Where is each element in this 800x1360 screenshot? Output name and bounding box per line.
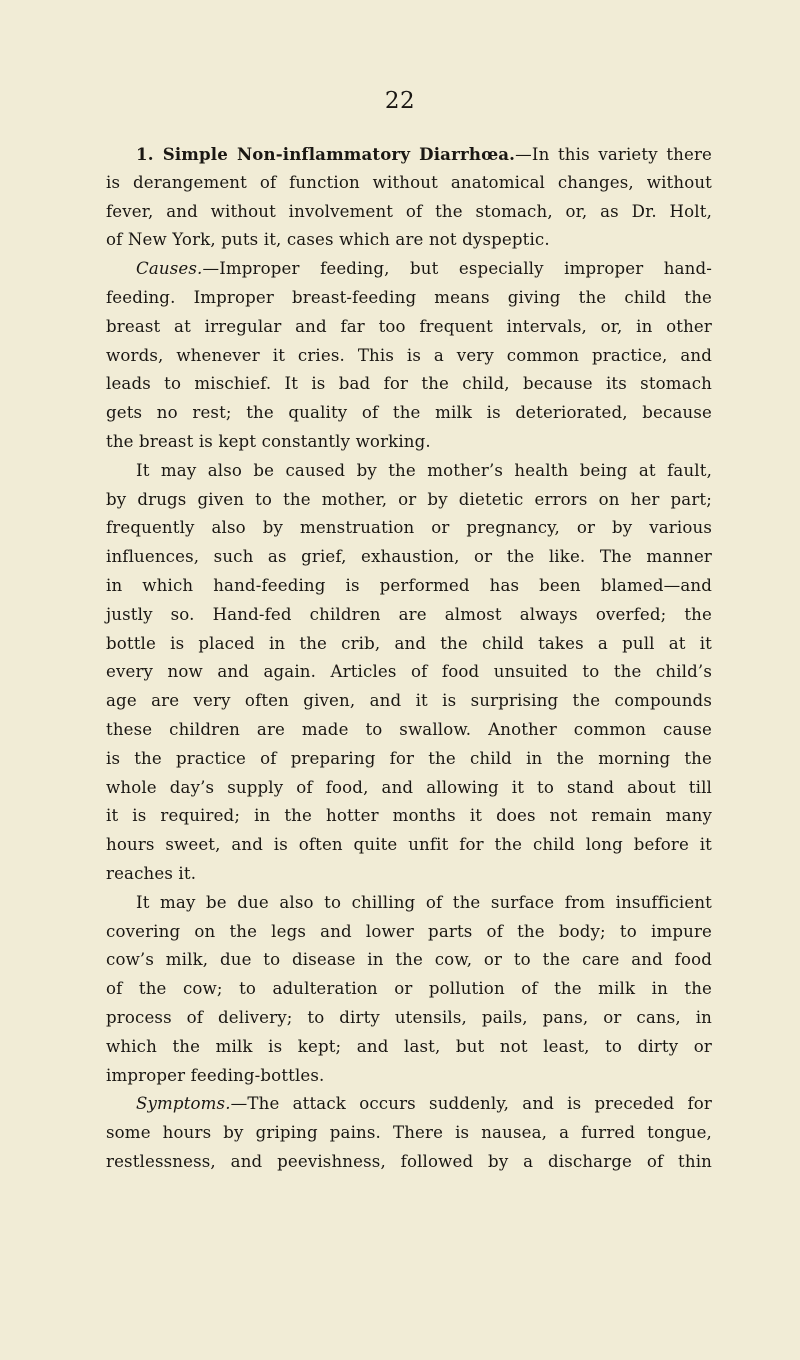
text-run: It may also be caused by the mother’s health being at fault, xyxy=(136,460,712,480)
text-run: the breast is kept constantly working. xyxy=(106,431,431,451)
text-run: —Improper feeding, but especially improper hand- xyxy=(202,259,712,279)
text-run: improper feeding-bottles. xyxy=(106,1065,325,1085)
text-line xyxy=(106,1148,712,1177)
symptoms-paragraph xyxy=(106,1090,712,1176)
text-run: leads to mischief. It is bad for the child, because its stomach xyxy=(106,374,712,394)
text-line xyxy=(106,399,712,428)
section-heading: 1. Simple Non-inflammatory Diarrhœa. xyxy=(136,144,516,164)
text-run: in which hand-feeding is performed has been blamed—and xyxy=(106,575,712,595)
text-run: which the milk is kept; and last, but not least, to dirty or xyxy=(106,1036,712,1056)
text-run: —The attack occurs suddenly, and is preceded for xyxy=(230,1094,712,1114)
mother-health-paragraph xyxy=(106,457,712,889)
text-line xyxy=(106,140,712,169)
text-run: —In this variety there xyxy=(515,145,712,164)
text-line xyxy=(106,457,712,486)
text-line xyxy=(106,601,712,630)
text-line xyxy=(106,658,712,687)
text-line xyxy=(106,975,712,1004)
text-run: justly so. Hand-fed children are almost always overfed; the xyxy=(106,604,712,624)
text-line xyxy=(106,860,712,889)
text-run: of New York, puts it, cases which are not dyspeptic. xyxy=(106,230,550,250)
text-line xyxy=(106,1004,712,1033)
text-run: of the cow; to adulteration or pollution of the milk in the xyxy=(106,979,712,999)
text-run: every now and again. Articles of food unsuited to the child’s xyxy=(106,662,712,682)
text-run: whole day’s supply of food, and allowing it to stand about till xyxy=(106,777,712,797)
text-run: It may be due also to chilling of the surface from insufficient xyxy=(136,892,712,912)
body-text xyxy=(106,140,712,1177)
text-run: reaches it. xyxy=(106,863,197,883)
chilling-paragraph xyxy=(106,889,712,1091)
text-line xyxy=(106,486,712,515)
text-run: these children are made to swallow. Another common cause xyxy=(106,719,712,739)
text-line xyxy=(106,1033,712,1062)
text-line xyxy=(106,946,712,975)
text-run: feeding. Improper breast-feeding means giving the child the xyxy=(106,287,712,307)
text-line xyxy=(106,716,712,745)
text-line xyxy=(106,1062,712,1091)
causes-paragraph xyxy=(106,255,712,457)
text-line xyxy=(106,774,712,803)
text-line xyxy=(106,889,712,918)
text-run: bottle is placed in the crib, and the child takes a pull at it xyxy=(106,633,712,653)
text-line xyxy=(106,255,712,284)
text-line xyxy=(106,342,712,371)
text-run: influences, such as grief, exhaustion, or the like. The manner xyxy=(106,547,712,567)
text-run: gets no rest; the quality of the milk is deteriorated, because xyxy=(106,403,712,423)
text-line xyxy=(106,572,712,601)
text-run: restlessness, and peevishness, followed by a discharge of thin xyxy=(106,1151,712,1171)
text-line xyxy=(106,1090,712,1119)
text-line xyxy=(106,543,712,572)
text-line xyxy=(106,687,712,716)
text-line xyxy=(106,313,712,342)
text-run: some hours by griping pains. There is nausea, a furred tongue, xyxy=(106,1123,712,1143)
text-line xyxy=(106,198,712,227)
text-line xyxy=(106,514,712,543)
text-line xyxy=(106,630,712,659)
text-run: age are very often given, and it is surprising the compounds xyxy=(106,691,712,711)
text-run: process of delivery; to dirty utensils, pails, pans, or cans, in xyxy=(106,1007,712,1027)
text-line xyxy=(106,370,712,399)
text-run: is the practice of preparing for the child in the morning the xyxy=(106,748,712,768)
text-run: hours sweet, and is often quite unfit for the child long before it xyxy=(106,835,712,855)
subsection-heading: Causes. xyxy=(136,259,203,279)
simple-diarrhoea-paragraph xyxy=(106,140,712,255)
text-line xyxy=(106,918,712,947)
text-run: fever, and without involvement of the stomach, or, as Dr. Holt, xyxy=(106,201,712,221)
text-run: frequently also by menstruation or pregnancy, or by various xyxy=(106,518,712,538)
text-run: cow’s milk, due to disease in the cow, or to the care and food xyxy=(106,950,712,970)
text-line xyxy=(106,226,712,255)
text-run: it is required; in the hotter months it does not remain many xyxy=(106,806,712,826)
text-run: covering on the legs and lower parts of the body; to impure xyxy=(106,921,712,941)
page-number: 22 xyxy=(384,88,416,114)
text-run: words, whenever it cries. This is a very common practice, and xyxy=(106,345,712,365)
subsection-heading: Symptoms. xyxy=(136,1094,231,1114)
text-line xyxy=(106,169,712,198)
text-line xyxy=(106,284,712,313)
text-line xyxy=(106,1119,712,1148)
text-run: breast at irregular and far too frequent intervals, or, in other xyxy=(106,316,712,336)
text-run: is derangement of function without anatomical changes, without xyxy=(106,172,712,192)
text-line xyxy=(106,802,712,831)
text-run: by drugs given to the mother, or by dietetic errors on her part; xyxy=(106,489,712,509)
text-line xyxy=(106,745,712,774)
text-line xyxy=(106,831,712,860)
text-line xyxy=(106,428,712,457)
